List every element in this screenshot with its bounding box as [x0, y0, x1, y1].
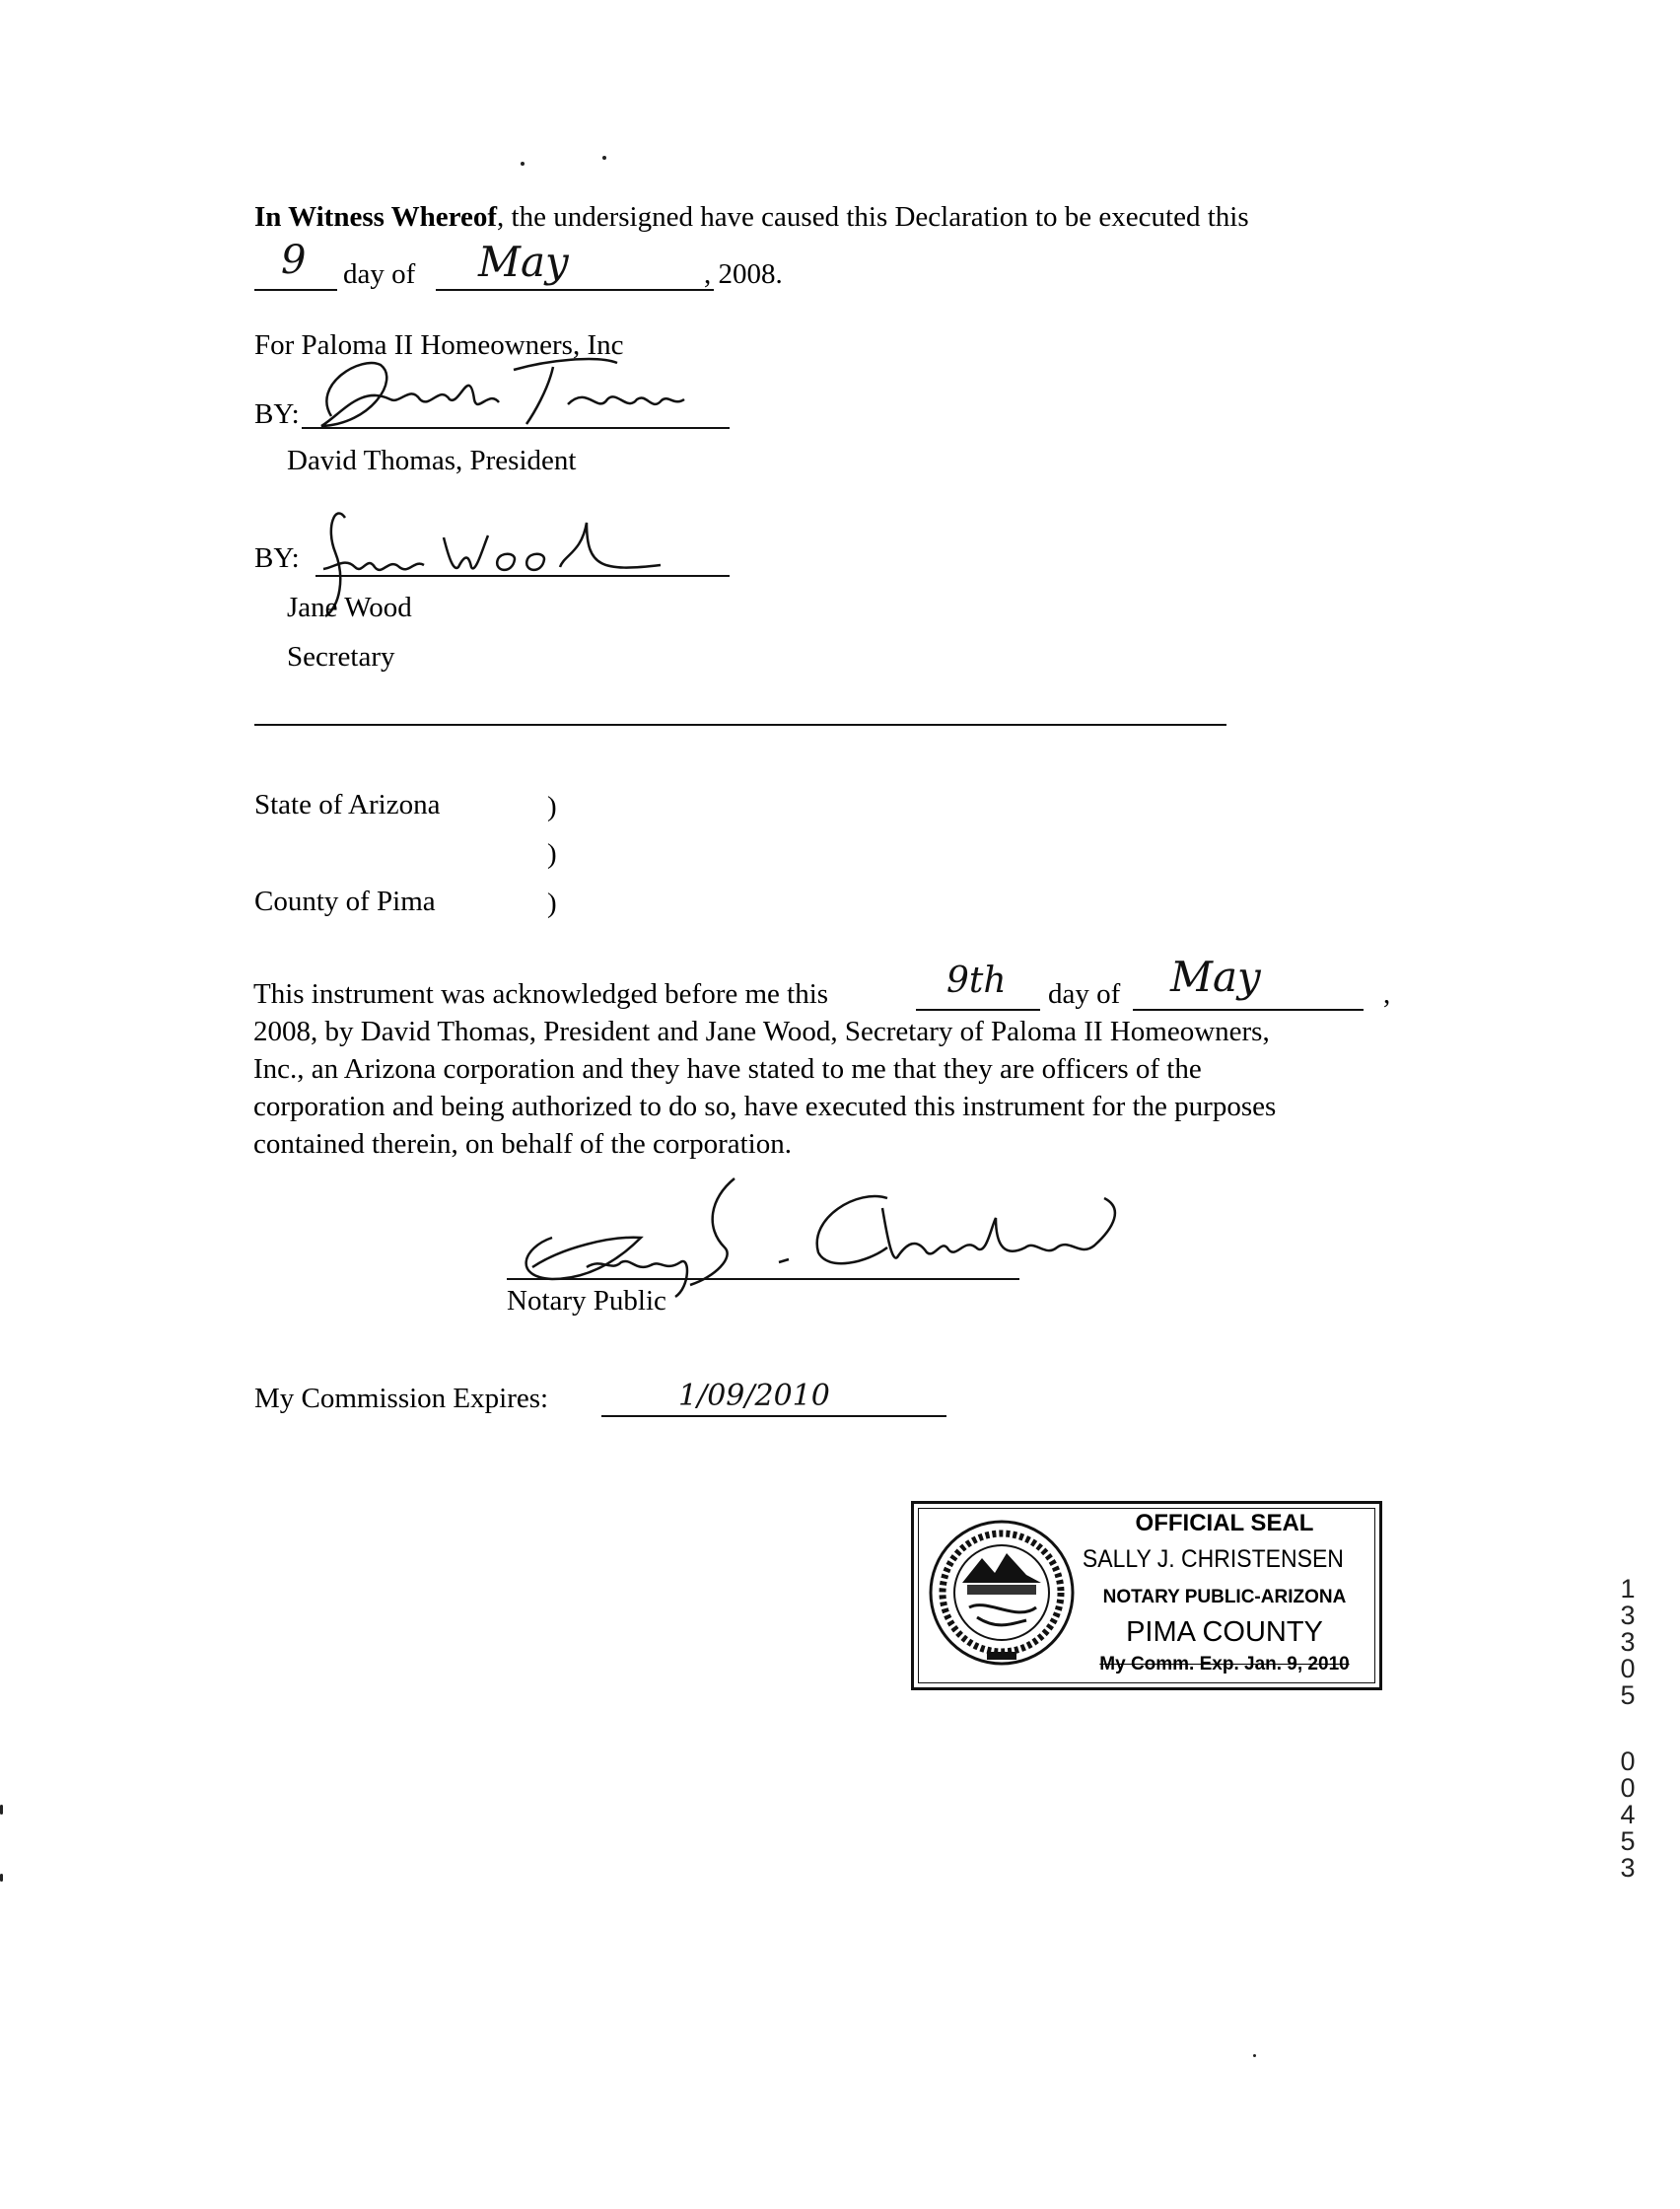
seal-county: PIMA COUNTY — [1126, 1616, 1323, 1648]
document-number-part2 — [1613, 1748, 1643, 1882]
scan-speck — [1253, 2054, 1256, 2057]
day-blank-line — [254, 289, 337, 291]
ack-day-blank — [916, 1009, 1040, 1011]
document-number-digit: 0 — [1620, 1746, 1636, 1776]
document-number-digit: 0 — [1620, 1654, 1636, 1683]
scan-speck — [602, 156, 606, 160]
seal-title: OFFICIAL SEAL — [1135, 1510, 1314, 1536]
ack-line-1 — [253, 953, 1446, 1013]
ack-line-4: corporation and being authorized to do so, have executed this instrument for the purposes — [253, 1091, 1277, 1122]
by-label-2: BY: — [254, 542, 300, 574]
signer2-title: Secretary — [287, 641, 395, 673]
commission-date-handwritten: 1/09/2010 — [678, 1379, 830, 1413]
section-divider — [254, 724, 1226, 726]
ack-month-handwritten: May — [1170, 953, 1261, 1001]
document-number-digit: 1 — [1620, 1574, 1636, 1603]
witness-rest: , the undersigned have caused this Declaration to be executed this — [497, 201, 1249, 233]
year-label: , 2008. — [704, 258, 783, 290]
ack-line-3: Inc., an Arizona corporation and they have stated to me that they are officers of the — [253, 1053, 1202, 1085]
venue-bracket-1: ) — [547, 791, 557, 822]
month-blank-line — [436, 289, 714, 291]
arizona-state-seal-icon — [928, 1514, 1076, 1672]
venue-bracket-2: ) — [547, 838, 557, 870]
scan-speck — [0, 1874, 3, 1882]
ack-line1-pre: This instrument was acknowledged before me this — [253, 978, 829, 1010]
scan-speck — [521, 162, 525, 166]
ack-line1-mid: day of — [1048, 978, 1121, 1010]
day-of-label: day of — [343, 258, 416, 290]
ack-day-handwritten: 9th — [946, 961, 1007, 1001]
official-seal-stamp — [911, 1501, 1382, 1690]
document-number-digit: 3 — [1620, 1627, 1636, 1657]
david-thomas-signature — [302, 345, 696, 434]
document-number-digit: 4 — [1620, 1800, 1636, 1829]
seal-commission-expiry: My Comm. Exp. Jan. 9, 2010 — [1099, 1654, 1350, 1675]
acknowledgment-paragraph — [253, 953, 1446, 1163]
ack-line-2: 2008, by David Thomas, President and Jane Wood, Secretary of Paloma II Homeowners, — [253, 1016, 1270, 1047]
document-number-digit: 3 — [1620, 1601, 1636, 1630]
seal-notary-name: SALLY J. CHRISTENSEN — [1082, 1545, 1344, 1573]
document-number-digit: 0 — [1620, 1773, 1636, 1803]
witness-clause — [254, 200, 1249, 234]
scan-speck — [0, 1805, 3, 1815]
seal-notary-state: NOTARY PUBLIC-ARIZONA — [1102, 1587, 1347, 1607]
document-number-gap — [1613, 1709, 1643, 1748]
venue-county: County of Pima — [254, 886, 436, 917]
document-number-digit: 5 — [1620, 1826, 1636, 1856]
document-number — [1613, 1576, 1643, 1882]
ack-line1-end: , — [1383, 978, 1391, 1010]
month-handwritten: May — [478, 238, 569, 286]
by-label-1: BY: — [254, 398, 300, 430]
venue-bracket-3: ) — [547, 888, 557, 919]
document-number-part1 — [1613, 1576, 1643, 1709]
document-number-digit: 5 — [1620, 1680, 1636, 1710]
day-handwritten: 9 — [281, 238, 307, 283]
witness-lead: In Witness Whereof — [254, 201, 498, 233]
signer1-name-title: David Thomas, President — [287, 445, 577, 476]
commission-label: My Commission Expires: — [254, 1383, 549, 1414]
signer2-name: Jane Wood — [287, 592, 412, 623]
ack-line-5: contained therein, on behalf of the corporation. — [253, 1128, 792, 1160]
org-line: For Paloma II Homeowners, Inc — [254, 329, 624, 361]
ack-month-blank — [1133, 1009, 1364, 1011]
document-number-digit: 3 — [1620, 1853, 1636, 1883]
notary-label: Notary Public — [507, 1285, 666, 1317]
venue-state: State of Arizona — [254, 789, 441, 820]
